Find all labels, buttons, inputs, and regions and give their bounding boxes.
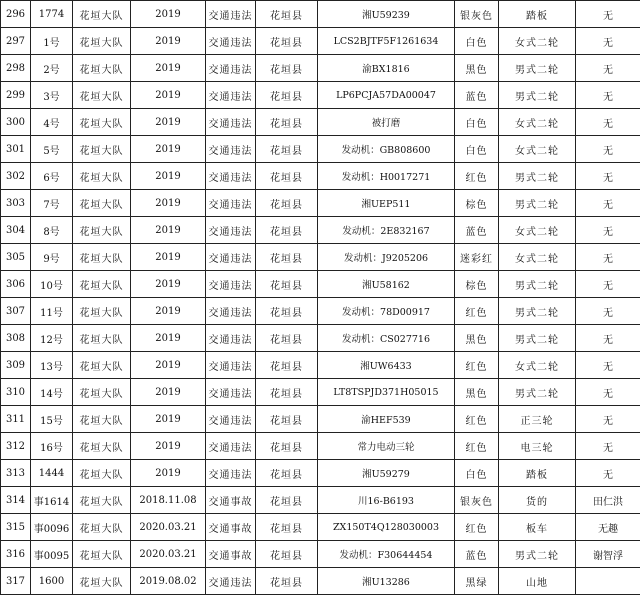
row-index-cell: 309 <box>1 352 31 379</box>
vehicle-type-cell: 女式二轮 <box>499 244 576 271</box>
county-cell: 花垣县 <box>256 217 318 244</box>
row-index-cell: 317 <box>1 568 31 595</box>
plate-or-identifier-cell: 湘UW6433 <box>318 352 455 379</box>
date-cell: 2019 <box>131 244 206 271</box>
unit-cell: 花垣大队 <box>73 109 131 136</box>
vehicle-type-cell: 板车 <box>499 514 576 541</box>
vehicle-type-cell: 女式二轮 <box>499 28 576 55</box>
county-cell: 花垣县 <box>256 271 318 298</box>
table-row <box>1 1 640 28</box>
case-number-cell: 5号 <box>31 136 73 163</box>
plate-or-identifier-cell: 湘UEP511 <box>318 190 455 217</box>
county-cell: 花垣县 <box>256 352 318 379</box>
date-cell: 2019 <box>131 271 206 298</box>
row-index-cell: 303 <box>1 190 31 217</box>
owner-cell: 无 <box>576 55 640 82</box>
color-cell: 白色 <box>455 460 499 487</box>
case-number-cell: 1774 <box>31 1 73 28</box>
plate-or-identifier-cell: 常力电动三轮 <box>318 433 455 460</box>
county-cell: 花垣县 <box>256 82 318 109</box>
vehicle-type-cell: 男式二轮 <box>499 325 576 352</box>
unit-cell: 花垣大队 <box>73 460 131 487</box>
row-index-cell: 314 <box>1 487 31 514</box>
owner-cell: 无 <box>576 352 640 379</box>
unit-cell: 花垣大队 <box>73 163 131 190</box>
table-row <box>1 298 640 325</box>
reason-cell: 交通违法 <box>206 271 256 298</box>
color-cell: 红色 <box>455 514 499 541</box>
reason-cell: 交通违法 <box>206 109 256 136</box>
case-number-cell: 事0095 <box>31 541 73 568</box>
owner-cell: 无 <box>576 82 640 109</box>
reason-cell: 交通违法 <box>206 136 256 163</box>
plate-or-identifier-cell: 发动机：78D00917 <box>318 298 455 325</box>
county-cell: 花垣县 <box>256 568 318 595</box>
owner-cell: 无 <box>576 325 640 352</box>
vehicle-type-cell: 女式二轮 <box>499 109 576 136</box>
color-cell: 银灰色 <box>455 1 499 28</box>
county-cell: 花垣县 <box>256 136 318 163</box>
reason-cell: 交通违法 <box>206 217 256 244</box>
plate-or-identifier-cell: 湘U13286 <box>318 568 455 595</box>
case-number-cell: 15号 <box>31 406 73 433</box>
row-index-cell: 300 <box>1 109 31 136</box>
plate-or-identifier-cell: 被打磨 <box>318 109 455 136</box>
case-number-cell: 7号 <box>31 190 73 217</box>
reason-cell: 交通违法 <box>206 163 256 190</box>
county-cell: 花垣县 <box>256 379 318 406</box>
color-cell: 红色 <box>455 406 499 433</box>
table-row <box>1 406 640 433</box>
vehicle-type-cell: 男式二轮 <box>499 298 576 325</box>
reason-cell: 交通违法 <box>206 244 256 271</box>
county-cell: 花垣县 <box>256 406 318 433</box>
plate-or-identifier-cell: 发动机：2E832167 <box>318 217 455 244</box>
unit-cell: 花垣大队 <box>73 298 131 325</box>
reason-cell: 交通违法 <box>206 352 256 379</box>
vehicle-type-cell: 女式二轮 <box>499 217 576 244</box>
date-cell: 2019 <box>131 136 206 163</box>
owner-cell: 无 <box>576 109 640 136</box>
date-cell: 2019 <box>131 298 206 325</box>
table-row <box>1 190 640 217</box>
color-cell: 红色 <box>455 163 499 190</box>
unit-cell: 花垣大队 <box>73 487 131 514</box>
date-cell: 2019 <box>131 352 206 379</box>
date-cell: 2020.03.21 <box>131 514 206 541</box>
unit-cell: 花垣大队 <box>73 217 131 244</box>
plate-or-identifier-cell: 湘U59239 <box>318 1 455 28</box>
date-cell: 2019 <box>131 406 206 433</box>
table-row <box>1 514 640 541</box>
plate-or-identifier-cell: LP6PCJA57DA00047 <box>318 82 455 109</box>
case-number-cell: 14号 <box>31 379 73 406</box>
reason-cell: 交通违法 <box>206 190 256 217</box>
county-cell: 花垣县 <box>256 460 318 487</box>
vehicle-type-cell: 男式二轮 <box>499 55 576 82</box>
case-number-cell: 1444 <box>31 460 73 487</box>
vehicle-type-cell: 女式二轮 <box>499 352 576 379</box>
case-number-cell: 1号 <box>31 28 73 55</box>
plate-or-identifier-cell: 发动机：CS027716 <box>318 325 455 352</box>
county-cell: 花垣县 <box>256 28 318 55</box>
unit-cell: 花垣大队 <box>73 244 131 271</box>
unit-cell: 花垣大队 <box>73 271 131 298</box>
row-index-cell: 297 <box>1 28 31 55</box>
vehicle-type-cell: 山地 <box>499 568 576 595</box>
unit-cell: 花垣大队 <box>73 1 131 28</box>
reason-cell: 交通违法 <box>206 82 256 109</box>
table-row <box>1 82 640 109</box>
color-cell: 棕色 <box>455 271 499 298</box>
table-row <box>1 163 640 190</box>
case-number-cell: 事1614 <box>31 487 73 514</box>
owner-cell: 无 <box>576 460 640 487</box>
owner-cell: 无 <box>576 190 640 217</box>
row-index-cell: 308 <box>1 325 31 352</box>
reason-cell: 交通违法 <box>206 406 256 433</box>
unit-cell: 花垣大队 <box>73 82 131 109</box>
reason-cell: 交通事故 <box>206 541 256 568</box>
vehicle-type-cell: 踏板 <box>499 460 576 487</box>
table-row <box>1 28 640 55</box>
plate-or-identifier-cell: 川16-B6193 <box>318 487 455 514</box>
table-row <box>1 271 640 298</box>
unit-cell: 花垣大队 <box>73 433 131 460</box>
row-index-cell: 299 <box>1 82 31 109</box>
date-cell: 2019 <box>131 55 206 82</box>
unit-cell: 花垣大队 <box>73 568 131 595</box>
color-cell: 蓝色 <box>455 541 499 568</box>
reason-cell: 交通违法 <box>206 325 256 352</box>
vehicle-type-cell: 踏板 <box>499 1 576 28</box>
color-cell: 白色 <box>455 136 499 163</box>
plate-or-identifier-cell: 湘U58162 <box>318 271 455 298</box>
color-cell: 白色 <box>455 109 499 136</box>
plate-or-identifier-cell: 发动机：F30644454 <box>318 541 455 568</box>
reason-cell: 交通违法 <box>206 55 256 82</box>
color-cell: 黑色 <box>455 55 499 82</box>
vehicle-type-cell: 女式二轮 <box>499 136 576 163</box>
unit-cell: 花垣大队 <box>73 325 131 352</box>
row-index-cell: 302 <box>1 163 31 190</box>
county-cell: 花垣县 <box>256 298 318 325</box>
reason-cell: 交通违法 <box>206 379 256 406</box>
date-cell: 2018.11.08 <box>131 487 206 514</box>
date-cell: 2019 <box>131 1 206 28</box>
table-row <box>1 352 640 379</box>
table-row <box>1 568 640 595</box>
date-cell: 2019 <box>131 28 206 55</box>
owner-cell <box>576 568 640 595</box>
table-row <box>1 55 640 82</box>
reason-cell: 交通违法 <box>206 433 256 460</box>
row-index-cell: 307 <box>1 298 31 325</box>
date-cell: 2019 <box>131 217 206 244</box>
plate-or-identifier-cell: LT8TSPJD371H05015 <box>318 379 455 406</box>
unit-cell: 花垣大队 <box>73 28 131 55</box>
county-cell: 花垣县 <box>256 163 318 190</box>
color-cell: 迷彩红 <box>455 244 499 271</box>
vehicle-type-cell: 正三轮 <box>499 406 576 433</box>
plate-or-identifier-cell: LCS2BJTF5F1261634 <box>318 28 455 55</box>
case-number-cell: 8号 <box>31 217 73 244</box>
date-cell: 2019 <box>131 325 206 352</box>
vehicle-type-cell: 男式二轮 <box>499 163 576 190</box>
case-number-cell: 16号 <box>31 433 73 460</box>
date-cell: 2019 <box>131 433 206 460</box>
table-row <box>1 487 640 514</box>
table-row <box>1 325 640 352</box>
reason-cell: 交通违法 <box>206 1 256 28</box>
color-cell: 黑绿 <box>455 568 499 595</box>
unit-cell: 花垣大队 <box>73 379 131 406</box>
county-cell: 花垣县 <box>256 109 318 136</box>
row-index-cell: 304 <box>1 217 31 244</box>
row-index-cell: 316 <box>1 541 31 568</box>
county-cell: 花垣县 <box>256 514 318 541</box>
owner-cell: 无 <box>576 379 640 406</box>
case-number-cell: 3号 <box>31 82 73 109</box>
case-number-cell: 2号 <box>31 55 73 82</box>
case-number-cell: 11号 <box>31 298 73 325</box>
owner-cell: 无 <box>576 1 640 28</box>
date-cell: 2019 <box>131 109 206 136</box>
plate-or-identifier-cell: ZX150T4Q128030003 <box>318 514 455 541</box>
vehicle-type-cell: 男式二轮 <box>499 379 576 406</box>
plate-or-identifier-cell: 发动机：J9205206 <box>318 244 455 271</box>
case-number-cell: 6号 <box>31 163 73 190</box>
date-cell: 2019 <box>131 190 206 217</box>
date-cell: 2019 <box>131 460 206 487</box>
owner-cell: 无 <box>576 136 640 163</box>
row-index-cell: 296 <box>1 1 31 28</box>
county-cell: 花垣县 <box>256 1 318 28</box>
table-row <box>1 460 640 487</box>
owner-cell: 无 <box>576 433 640 460</box>
table-row <box>1 379 640 406</box>
vehicle-type-cell: 男式二轮 <box>499 82 576 109</box>
plate-or-identifier-cell: 湘U59279 <box>318 460 455 487</box>
row-index-cell: 306 <box>1 271 31 298</box>
table-row <box>1 541 640 568</box>
unit-cell: 花垣大队 <box>73 514 131 541</box>
color-cell: 红色 <box>455 298 499 325</box>
color-cell: 黑色 <box>455 325 499 352</box>
case-number-cell: 9号 <box>31 244 73 271</box>
date-cell: 2019 <box>131 82 206 109</box>
date-cell: 2019 <box>131 163 206 190</box>
color-cell: 棕色 <box>455 190 499 217</box>
county-cell: 花垣县 <box>256 487 318 514</box>
owner-cell: 无 <box>576 298 640 325</box>
plate-or-identifier-cell: 发动机：GB808600 <box>318 136 455 163</box>
county-cell: 花垣县 <box>256 541 318 568</box>
case-number-cell: 4号 <box>31 109 73 136</box>
plate-or-identifier-cell: 渝HEF539 <box>318 406 455 433</box>
date-cell: 2019.08.02 <box>131 568 206 595</box>
vehicle-type-cell: 货的 <box>499 487 576 514</box>
unit-cell: 花垣大队 <box>73 55 131 82</box>
reason-cell: 交通事故 <box>206 514 256 541</box>
case-number-cell: 10号 <box>31 271 73 298</box>
vehicle-type-cell: 电三轮 <box>499 433 576 460</box>
color-cell: 黑色 <box>455 379 499 406</box>
color-cell: 银灰色 <box>455 487 499 514</box>
reason-cell: 交通违法 <box>206 460 256 487</box>
row-index-cell: 298 <box>1 55 31 82</box>
row-index-cell: 315 <box>1 514 31 541</box>
owner-cell: 无 <box>576 28 640 55</box>
unit-cell: 花垣大队 <box>73 352 131 379</box>
owner-cell: 田仁洪 <box>576 487 640 514</box>
row-index-cell: 313 <box>1 460 31 487</box>
case-number-cell: 13号 <box>31 352 73 379</box>
owner-cell: 无 <box>576 217 640 244</box>
unit-cell: 花垣大队 <box>73 136 131 163</box>
owner-cell: 无 <box>576 271 640 298</box>
owner-cell: 无 <box>576 163 640 190</box>
date-cell: 2020.03.21 <box>131 541 206 568</box>
unit-cell: 花垣大队 <box>73 541 131 568</box>
table-row <box>1 109 640 136</box>
row-index-cell: 305 <box>1 244 31 271</box>
color-cell: 红色 <box>455 352 499 379</box>
reason-cell: 交通事故 <box>206 487 256 514</box>
row-index-cell: 311 <box>1 406 31 433</box>
owner-cell: 谢智浮 <box>576 541 640 568</box>
case-number-cell: 12号 <box>31 325 73 352</box>
reason-cell: 交通违法 <box>206 568 256 595</box>
color-cell: 红色 <box>455 433 499 460</box>
unit-cell: 花垣大队 <box>73 406 131 433</box>
plate-or-identifier-cell: 渝BX1816 <box>318 55 455 82</box>
table-row <box>1 136 640 163</box>
county-cell: 花垣县 <box>256 190 318 217</box>
unit-cell: 花垣大队 <box>73 190 131 217</box>
owner-cell: 无趣 <box>576 514 640 541</box>
table-body <box>1 1 640 595</box>
county-cell: 花垣县 <box>256 244 318 271</box>
plate-or-identifier-cell: 发动机：H0017271 <box>318 163 455 190</box>
case-number-cell: 1600 <box>31 568 73 595</box>
reason-cell: 交通违法 <box>206 28 256 55</box>
color-cell: 蓝色 <box>455 217 499 244</box>
row-index-cell: 310 <box>1 379 31 406</box>
table-row <box>1 244 640 271</box>
county-cell: 花垣县 <box>256 325 318 352</box>
color-cell: 蓝色 <box>455 82 499 109</box>
vehicle-type-cell: 男式二轮 <box>499 190 576 217</box>
color-cell: 白色 <box>455 28 499 55</box>
vehicle-type-cell: 男式二轮 <box>499 271 576 298</box>
county-cell: 花垣县 <box>256 433 318 460</box>
owner-cell: 无 <box>576 406 640 433</box>
county-cell: 花垣县 <box>256 55 318 82</box>
table-row <box>1 433 640 460</box>
date-cell: 2019 <box>131 379 206 406</box>
reason-cell: 交通违法 <box>206 298 256 325</box>
case-number-cell: 事0096 <box>31 514 73 541</box>
row-index-cell: 301 <box>1 136 31 163</box>
table-row <box>1 217 640 244</box>
vehicle-type-cell: 男式二轮 <box>499 541 576 568</box>
row-index-cell: 312 <box>1 433 31 460</box>
owner-cell: 无 <box>576 244 640 271</box>
